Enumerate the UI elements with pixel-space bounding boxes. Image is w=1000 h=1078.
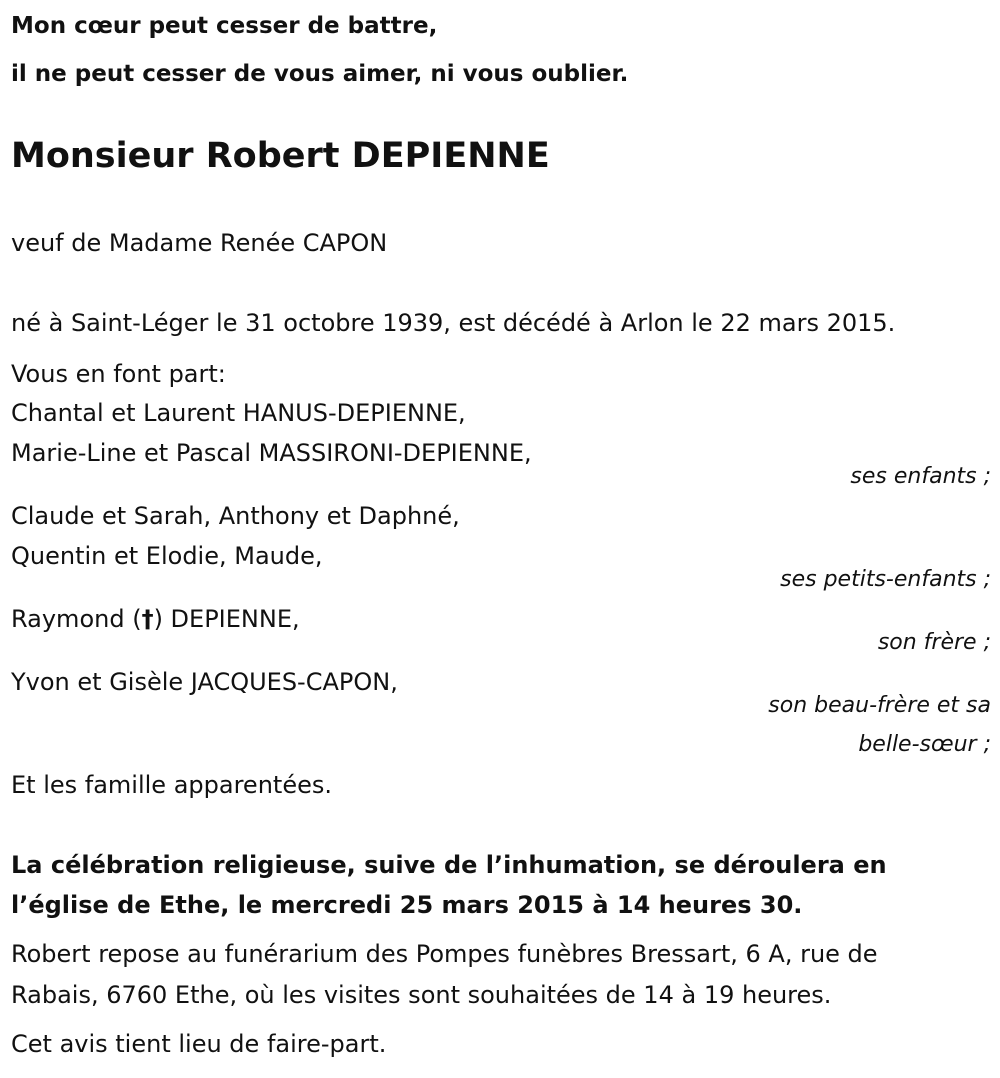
in-laws-relation-2: belle-sœur ;	[858, 732, 991, 757]
brother-relation: son frère ;	[877, 630, 991, 655]
related-families: Et les famille apparentées.	[11, 771, 332, 799]
children-name-2: Marie-Line et Pascal MASSIRONI-DEPIENNE,	[11, 439, 532, 467]
quote-line-2: il ne peut cesser de vous aimer, ni vous oublier.	[11, 61, 629, 87]
ceremony-line-1: La célébration religieuse, suive de l’inhumation, se déroulera en	[11, 851, 887, 879]
ceremony-line-2: l’église de Ethe, le mercredi 25 mars 2015 à 14 heures 30.	[11, 891, 803, 919]
announcers-intro: Vous en font part:	[11, 360, 226, 388]
in-laws-relation-1: son beau-frère et sa	[768, 693, 991, 718]
children-name-1: Chantal et Laurent HANUS-DEPIENNE,	[11, 399, 466, 427]
birth-death: né à Saint-Léger le 31 octobre 1939, est décédé à Arlon le 22 mars 2015.	[11, 309, 896, 337]
grandchildren-relation: ses petits-enfants ;	[780, 567, 991, 592]
closing-note: Cet avis tient lieu de faire-part.	[11, 1030, 387, 1058]
visitation-line-2: Rabais, 6760 Ethe, où les visites sont souhaitées de 14 à 19 heures.	[11, 981, 832, 1009]
quote-line-1: Mon cœur peut cesser de battre,	[11, 13, 438, 39]
widower-of: veuf de Madame Renée CAPON	[11, 229, 388, 257]
brother-name-suffix: ) DEPIENNE,	[153, 605, 300, 633]
children-relation: ses enfants ;	[850, 464, 991, 489]
grandchildren-name-2: Quentin et Elodie, Maude,	[11, 542, 323, 570]
brother-name	[11, 605, 300, 633]
brother-name-prefix: Raymond (	[11, 605, 142, 633]
in-laws-names: Yvon et Gisèle JACQUES-CAPON,	[11, 668, 398, 696]
grandchildren-name-1: Claude et Sarah, Anthony et Daphné,	[11, 502, 460, 530]
visitation-line-1: Robert repose au funérarium des Pompes funèbres Bressart, 6 A, rue de	[11, 940, 878, 968]
deceased-name: Monsieur Robert DEPIENNE	[11, 136, 550, 176]
cross-icon: †	[141, 605, 154, 633]
